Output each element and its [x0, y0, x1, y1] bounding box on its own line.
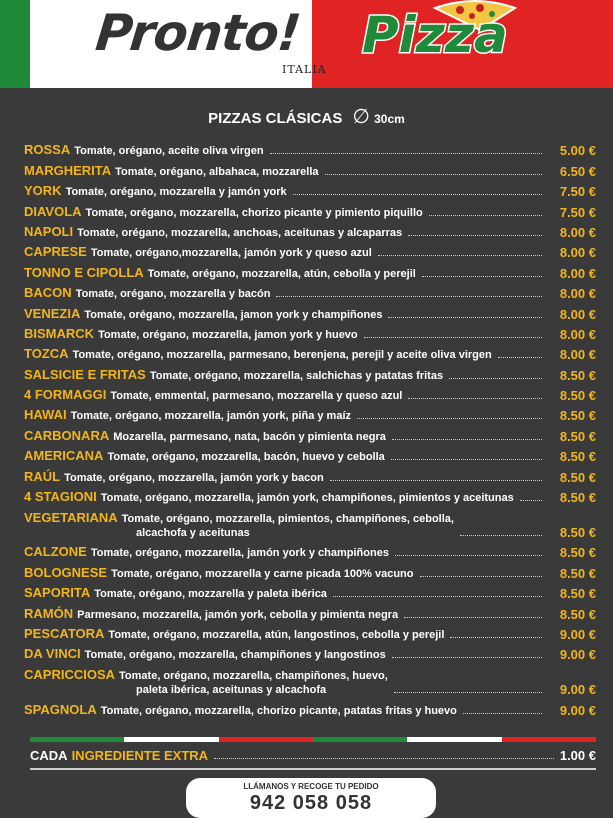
contact-caption: LLÁMANOS Y RECOGE TU PEDIDO — [243, 782, 379, 791]
pizza-ingredients: Tomate, orégano,mozzarella, jamón york y queso azul — [90, 247, 372, 260]
pizza-price: 8.00 € — [559, 347, 596, 363]
pizza-name: VEGETARIANA — [24, 510, 118, 526]
dot-leader — [364, 337, 542, 338]
pizza-price: 9.00 € — [559, 682, 596, 698]
dot-leader — [450, 637, 542, 638]
menu-item — [24, 179, 596, 199]
dot-leader — [449, 378, 542, 379]
pizza-ingredients: Tomate, orégano, mozzarella, pimientos, champiñones, cebolla, — [121, 513, 454, 526]
menu-item — [24, 540, 596, 560]
menu-item — [24, 444, 596, 464]
pizza-name: VENEZIA — [24, 305, 81, 321]
menu-item-text — [24, 245, 372, 260]
pizza-price: 8.00 € — [559, 265, 596, 281]
pizza-name: DA VINCI — [24, 646, 81, 662]
menu-item-text — [24, 184, 287, 199]
dot-leader — [392, 657, 542, 658]
pizza-name: SPAGNOLA — [24, 701, 97, 717]
pizza-ingredients: Tomate, orégano, mozzarella y carne picada 100% vacuno — [111, 567, 414, 580]
menu-item-text — [24, 143, 264, 158]
pizza-ingredients: Tomate, orégano, mozzarella, champiñones, huevo, — [119, 670, 388, 683]
menu-item — [24, 403, 596, 423]
pizza-ingredients: Parmesano, mozzarella, jamón york, cebolla y pimienta negra — [77, 608, 399, 621]
dot-leader — [388, 317, 542, 318]
menu-item — [24, 423, 596, 443]
pizza-name: CAPRICCIOSA — [24, 667, 116, 683]
dot-leader — [357, 418, 542, 419]
pizza-price: 7.50 € — [559, 184, 596, 200]
pizza-name: CARBONARA — [24, 427, 110, 443]
dot-leader — [394, 692, 542, 693]
menu-item — [24, 581, 596, 601]
brand-logo-text: Pronto! — [92, 4, 303, 62]
pizza-ingredients: Tomate, orégano, mozzarella, jamón york, champiñones, pimientos y aceitunas — [100, 492, 514, 505]
size-label: 30cm — [374, 112, 405, 126]
contact-box[interactable] — [186, 778, 436, 818]
pizza-price: 6.50 € — [559, 163, 596, 179]
pizza-name: CAPRESE — [24, 244, 87, 260]
pizza-name: AMERICANA — [24, 448, 104, 464]
dot-leader — [270, 153, 542, 154]
menu-item — [24, 505, 596, 540]
menu-item — [24, 464, 596, 484]
pizza-ingredients: Tomate, emmental, parmesano, mozzarella y queso azul — [110, 390, 403, 403]
dot-leader — [460, 535, 542, 536]
pizza-ingredients: Tomate, orégano, mozzarella, jamón york y bacon — [64, 471, 324, 484]
menu-item-text — [24, 286, 270, 301]
menu-item-text — [24, 327, 358, 342]
dot-leader — [330, 480, 542, 481]
pizza-price: 8.50 € — [559, 428, 596, 444]
menu-item — [24, 697, 596, 717]
menu-item — [24, 322, 596, 342]
extra-ingredient-row — [30, 748, 596, 763]
menu-item-text — [24, 490, 514, 505]
pizza-ingredients: Tomate, orégano, mozzarella, chorizo picante y pimiento piquillo — [85, 206, 423, 219]
pizza-name: 4 STAGIONI — [24, 489, 97, 505]
pizza-price: 8.50 € — [559, 565, 596, 581]
menu-item — [24, 342, 596, 362]
pizza-name: PESCATORA — [24, 625, 105, 641]
pizza-name: NAPOLI — [24, 223, 74, 239]
pizza-name: SALSICIE E FRITAS — [24, 366, 146, 382]
pizza-ingredients: Tomate, orégano, mozzarella y paleta ibérica — [94, 588, 327, 601]
pizza-ingredients: Tomate, orégano, mozzarella, jamon york y huevo — [98, 328, 358, 341]
pizza-price: 9.00 € — [559, 647, 596, 663]
pizza-ingredients: Tomate, orégano, albahaca, mozzarella — [115, 165, 319, 178]
menu-item-text — [24, 429, 386, 444]
dot-leader — [408, 398, 542, 399]
menu-item-text — [24, 703, 457, 718]
pizza-price: 8.00 € — [559, 286, 596, 302]
menu-item — [24, 281, 596, 301]
dot-leader — [520, 500, 542, 501]
menu-item-text — [24, 347, 492, 362]
pizza-name: TONNO E CIPOLLA — [24, 264, 144, 280]
header — [0, 0, 613, 88]
pizza-ingredients: Tomate, orégano, mozzarella y jamón york — [65, 186, 287, 199]
pizza-ingredients: Tomate, orégano, mozzarella, jamon york y champiñones — [84, 308, 383, 321]
pizza-ingredients: Tomate, orégano, mozzarella y bacón — [75, 288, 271, 301]
pizza-price: 8.50 € — [559, 586, 596, 602]
menu-item — [24, 362, 596, 382]
menu-item — [24, 260, 596, 280]
menu-item — [24, 642, 596, 662]
menu-item-text — [24, 388, 402, 403]
pizza-ingredients: Tomate, orégano, mozzarella, atún, langostinos, cebolla y perejil — [108, 628, 445, 641]
menu-item — [24, 199, 596, 219]
pizza-name: DIAVOLA — [24, 203, 82, 219]
pizza-ingredients: Tomate, orégano, mozzarella, chorizo picante, patatas fritas y huevo — [100, 704, 457, 717]
menu-item — [24, 601, 596, 621]
pizza-ingredients: Tomate, orégano, mozzarella, jamón york y champiñones — [90, 547, 389, 560]
menu-item — [24, 158, 596, 178]
brand-subtitle: ITALIA — [282, 63, 327, 76]
pizza-price: 8.00 € — [559, 224, 596, 240]
pizza-price: 8.50 € — [559, 388, 596, 404]
pizza-name: HAWAI — [24, 407, 67, 423]
menu-item-text — [24, 368, 443, 383]
pizza-price: 8.50 € — [559, 606, 596, 622]
pizza-price: 8.50 € — [559, 490, 596, 506]
menu-item-text — [24, 627, 444, 642]
menu-item — [24, 240, 596, 260]
dot-leader — [214, 758, 554, 759]
pizza-name: RAMÓN — [24, 605, 74, 621]
flag-divider — [30, 737, 596, 742]
menu-item-text — [24, 470, 324, 485]
menu-item-text — [24, 607, 398, 622]
pizza-ingredients: Tomate, orégano, mozzarella, champiñones y langostinos — [84, 649, 386, 662]
menu-item — [24, 622, 596, 642]
pizza-ingredients: Tomate, orégano, mozzarella, jamón york, piña y maíz — [70, 410, 351, 423]
menu-item-text — [24, 586, 327, 601]
dot-leader — [498, 357, 542, 358]
dot-leader — [420, 576, 543, 577]
dot-leader — [408, 235, 542, 236]
pizza-ingredients: Tomate, orégano, mozzarella, anchoas, aceitunas y alcaparras — [77, 226, 403, 239]
dot-leader — [404, 617, 542, 618]
menu-item-text — [24, 266, 416, 281]
pizza-list — [24, 138, 596, 718]
pizza-name: BACON — [24, 285, 72, 301]
dot-leader — [325, 174, 542, 175]
phone-number[interactable]: 942 058 058 — [249, 792, 373, 814]
dot-leader — [392, 439, 542, 440]
menu-item — [24, 662, 596, 697]
pizza-name: ROSSA — [24, 142, 71, 158]
pizza-ingredients: Tomate, orégano, aceite oliva virgen — [74, 145, 264, 158]
pizza-price: 5.00 € — [559, 143, 596, 159]
menu-item-text — [24, 566, 414, 581]
pizza-ingredients-cont: alcachofa y aceitunas — [136, 527, 250, 540]
pizza-price: 8.00 € — [559, 245, 596, 261]
pizza-price: 8.00 € — [559, 326, 596, 342]
menu-item — [24, 383, 596, 403]
dot-leader — [391, 459, 542, 460]
extra-price: 1.00 € — [559, 748, 596, 763]
pizza-name: BISMARCK — [24, 325, 95, 341]
pizza-name: 4 FORMAGGI — [24, 387, 107, 403]
menu-item — [24, 220, 596, 240]
pizza-price: 9.00 € — [559, 702, 596, 718]
pizza-ingredients: Tomate, orégano, mozzarella, bacón, huevo y cebolla — [107, 451, 385, 464]
divider — [30, 768, 596, 770]
pizza-name: TOZCA — [24, 346, 69, 362]
dot-leader — [276, 296, 542, 297]
pizza-name: CALZONE — [24, 544, 87, 560]
dot-leader — [422, 276, 542, 277]
pizza-ingredients: Tomate, orégano, mozzarella, parmesano, berenjena, perejil y aceite oliva virgen — [72, 349, 492, 362]
dot-leader — [293, 194, 542, 195]
dot-leader — [429, 215, 542, 216]
dot-leader — [378, 255, 542, 256]
pizza-price: 8.50 € — [559, 469, 596, 485]
pizza-ingredients-cont: paleta ibérica, aceitunas y alcachofa — [136, 684, 327, 697]
extra-label-highlight: INGREDIENTE EXTRA — [71, 748, 209, 763]
pizza-ingredients: Tomate, orégano, mozzarella, atún, cebolla y perejil — [147, 267, 416, 280]
menu-item-text — [24, 205, 423, 220]
pizza-name: YORK — [24, 183, 62, 199]
dot-leader — [463, 713, 542, 714]
brand-pizza-text: Pizza — [362, 6, 508, 64]
menu-item-text — [24, 307, 382, 322]
menu-item-text — [24, 408, 351, 423]
menu-item — [24, 138, 596, 158]
pizza-name: SAPORITA — [24, 585, 91, 601]
pizza-price: 8.50 € — [559, 525, 596, 541]
menu-item-text — [24, 545, 389, 560]
menu-item-text — [24, 225, 402, 240]
menu-item-text — [24, 647, 386, 662]
pizza-name: RAÚL — [24, 468, 61, 484]
pizza-price: 8.50 € — [559, 367, 596, 383]
section-title-text: PIZZAS CLÁSICAS — [208, 110, 343, 127]
pizza-ingredients: Tomate, orégano, mozzarella, salchichas y patatas fritas — [149, 369, 444, 382]
dot-leader — [395, 555, 542, 556]
section-title — [0, 104, 613, 129]
pizza-name: MARGHERITA — [24, 162, 112, 178]
pizza-ingredients: Mozarella, parmesano, nata, bacón y pimienta negra — [113, 430, 386, 443]
pizza-price: 9.00 € — [559, 626, 596, 642]
menu-item — [24, 485, 596, 505]
diameter-icon: ∅ — [352, 106, 370, 128]
pizza-price: 7.50 € — [559, 204, 596, 220]
pizza-price: 8.50 € — [559, 545, 596, 561]
extra-label: CADA — [30, 748, 68, 763]
menu-item — [24, 560, 596, 580]
menu-item — [24, 301, 596, 321]
menu-item-text — [24, 668, 388, 697]
pizza-name: BOLOGNESE — [24, 564, 108, 580]
pizza-price: 8.00 € — [559, 306, 596, 322]
menu-item-text — [24, 164, 319, 179]
pizza-price: 8.50 € — [559, 449, 596, 465]
menu-item-text — [24, 511, 454, 540]
dot-leader — [333, 596, 542, 597]
menu-item-text — [24, 449, 385, 464]
pizza-price: 8.50 € — [559, 408, 596, 424]
